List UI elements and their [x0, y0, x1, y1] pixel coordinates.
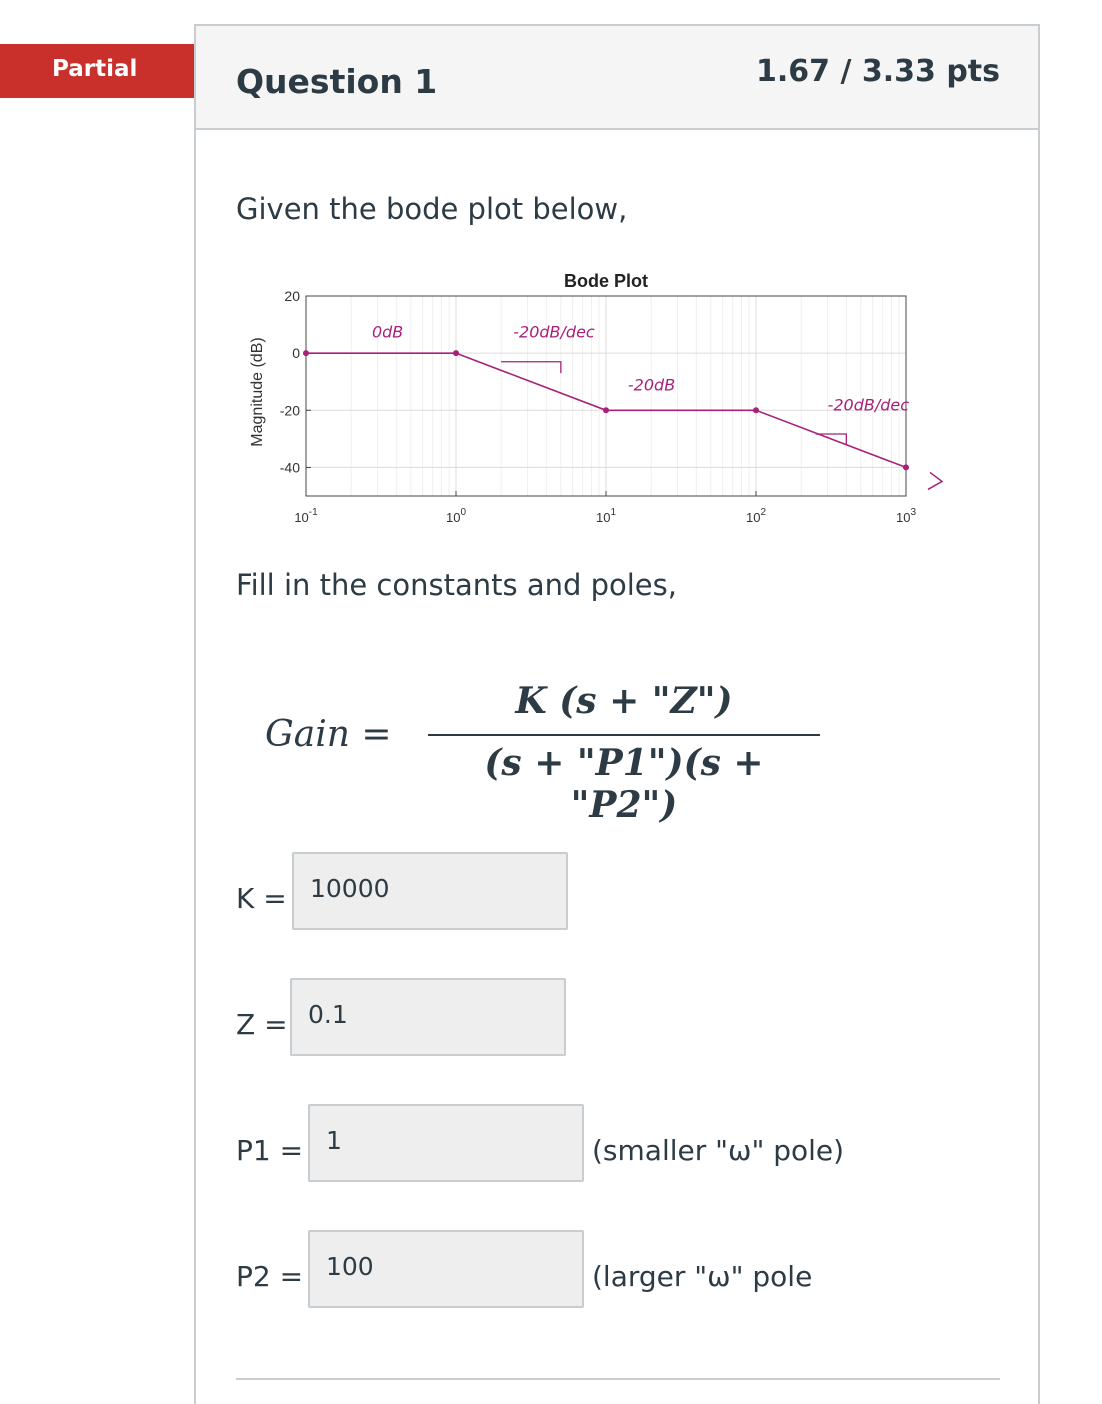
formula-numerator: K (s + "Z") — [515, 680, 733, 722]
series-point — [603, 407, 609, 413]
y-tick-label: 20 — [284, 288, 300, 304]
y-tick-label: -20 — [279, 402, 300, 419]
series-point — [753, 407, 759, 413]
p2-label: P2 = — [236, 1260, 304, 1293]
k-input[interactable] — [292, 852, 568, 930]
p2-input[interactable] — [308, 1230, 584, 1308]
p1-label: P1 = — [236, 1134, 304, 1167]
z-value: 0.1 — [308, 1000, 348, 1029]
x-tick-label: $10^2$ — [745, 507, 767, 525]
k-label: K = — [236, 882, 287, 915]
y-tick-label: 0 — [292, 345, 300, 362]
y-tick-label: -40 — [279, 459, 300, 476]
annotation-label: 0dB — [371, 322, 404, 342]
p1-input[interactable] — [308, 1104, 584, 1182]
z-input[interactable] — [290, 978, 566, 1056]
x-tick-label: $10^{-1}$ — [294, 507, 318, 525]
x-tick-label: $10^3$ — [895, 507, 917, 525]
x-tick-label: $10^1$ — [595, 507, 617, 525]
series-point — [453, 350, 459, 356]
y-axis-label: Magnitude (dB) — [249, 337, 266, 447]
bode-plot — [232, 262, 1012, 542]
p2-value: 100 — [326, 1252, 374, 1281]
slope-triangle — [501, 362, 561, 373]
chart-title: Bode Plot — [564, 271, 648, 291]
annotation-label: -20dB/dec — [513, 322, 595, 342]
formula-lhs: Gain = — [265, 714, 392, 755]
question-title: Question 1 — [236, 62, 438, 101]
annotation-label: -20dB — [627, 375, 676, 395]
bottom-divider — [236, 1378, 1000, 1380]
banner-label: Partial — [52, 56, 138, 82]
z-label: Z = — [236, 1008, 288, 1041]
fraction-bar — [428, 734, 820, 736]
annotations — [372, 322, 942, 489]
series-point — [903, 464, 909, 470]
p2-note: (larger "ω" pole — [592, 1260, 813, 1293]
question-points: 1.67 / 3.33 pts — [756, 54, 1000, 89]
partial-credit-banner — [0, 44, 226, 98]
formula-denominator: (s + "P1")(s + "P2") — [484, 742, 764, 826]
question-header — [196, 26, 1038, 130]
p1-note: (smaller "ω" pole) — [592, 1134, 845, 1167]
arrow-head — [928, 472, 942, 489]
x-tick-label: $10^0$ — [445, 507, 467, 525]
series-point — [303, 350, 309, 356]
prompt-text: Given the bode plot below, — [236, 192, 628, 226]
fill-prompt-text: Fill in the constants and poles, — [236, 568, 677, 602]
p1-value: 1 — [326, 1126, 342, 1155]
annotation-label: -20dB/dec — [827, 395, 910, 415]
k-value: 10000 — [310, 874, 390, 903]
